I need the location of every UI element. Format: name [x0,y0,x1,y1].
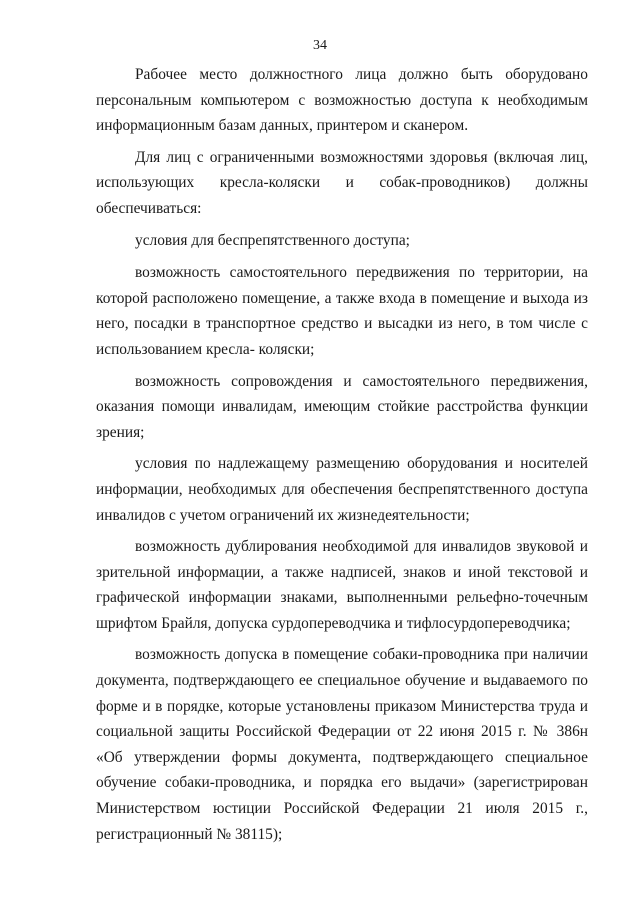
paragraph-disabled-persons-intro: Для лиц с ограниченными возможностями здоровья (включая лиц, использующих кресла-коляски и собак-проводников) должны обеспечиваться: [96,148,588,217]
paragraph-workplace-equipment: Рабочее место должностного лица должно быть оборудовано персональным компьютером с возможностью доступа к необходимым информационным базам данных, принтером и сканером. [96,66,588,135]
paragraph-independent-movement: возможность самостоятельного передвижения по территории, на которой расположено помещение, а также входа в помещение и выхода из него, посадки в транспортное средство и высадки из него, в том числе с использованием кресла- коляски; [96,264,588,358]
document-body [96,62,588,853]
paragraph-unobstructed-access: условия для беспрепятственного доступа; [135,231,410,249]
paragraph-guide-dog-admission: возможность допуска в помещение собаки-проводника при наличии документа, подтверждающего ее специальное обучение и выдаваемого по форме и в порядке, которые установлены приказом Министерства труда и социальной защиты Российской Федерации от 22 июня 2015 г. № 386н «Об утверждении формы документа, подтверждающего специальное обучение собаки-проводника, и порядка его выдачи» (зарегистрирован Министерством юстиции Российской Федерации 21 июля 2015 г., регистрационный № 38115); [96,646,588,843]
paragraph-equipment-placement: условия по надлежащему размещению оборудования и носителей информации, необходимых для обеспечения беспрепятственного доступа инвалидов с учетом ограничений их жизнедеятельности; [96,455,588,524]
page-number: 34 [313,38,327,53]
paragraph-escort-assistance: возможность сопровождения и самостоятельного передвижения, оказания помощи инвалидам, имеющим стойкие расстройства функции зрения; [96,372,588,441]
paragraph-information-duplication: возможность дублирования необходимой для инвалидов звуковой и зрительной информации, а также надписей, знаков и иной текстовой и графической информации знаками, выполненными рельефно-точечным шрифтом Брайля, допуска сурдопереводчика и тифлосурдопереводчика; [96,538,588,632]
